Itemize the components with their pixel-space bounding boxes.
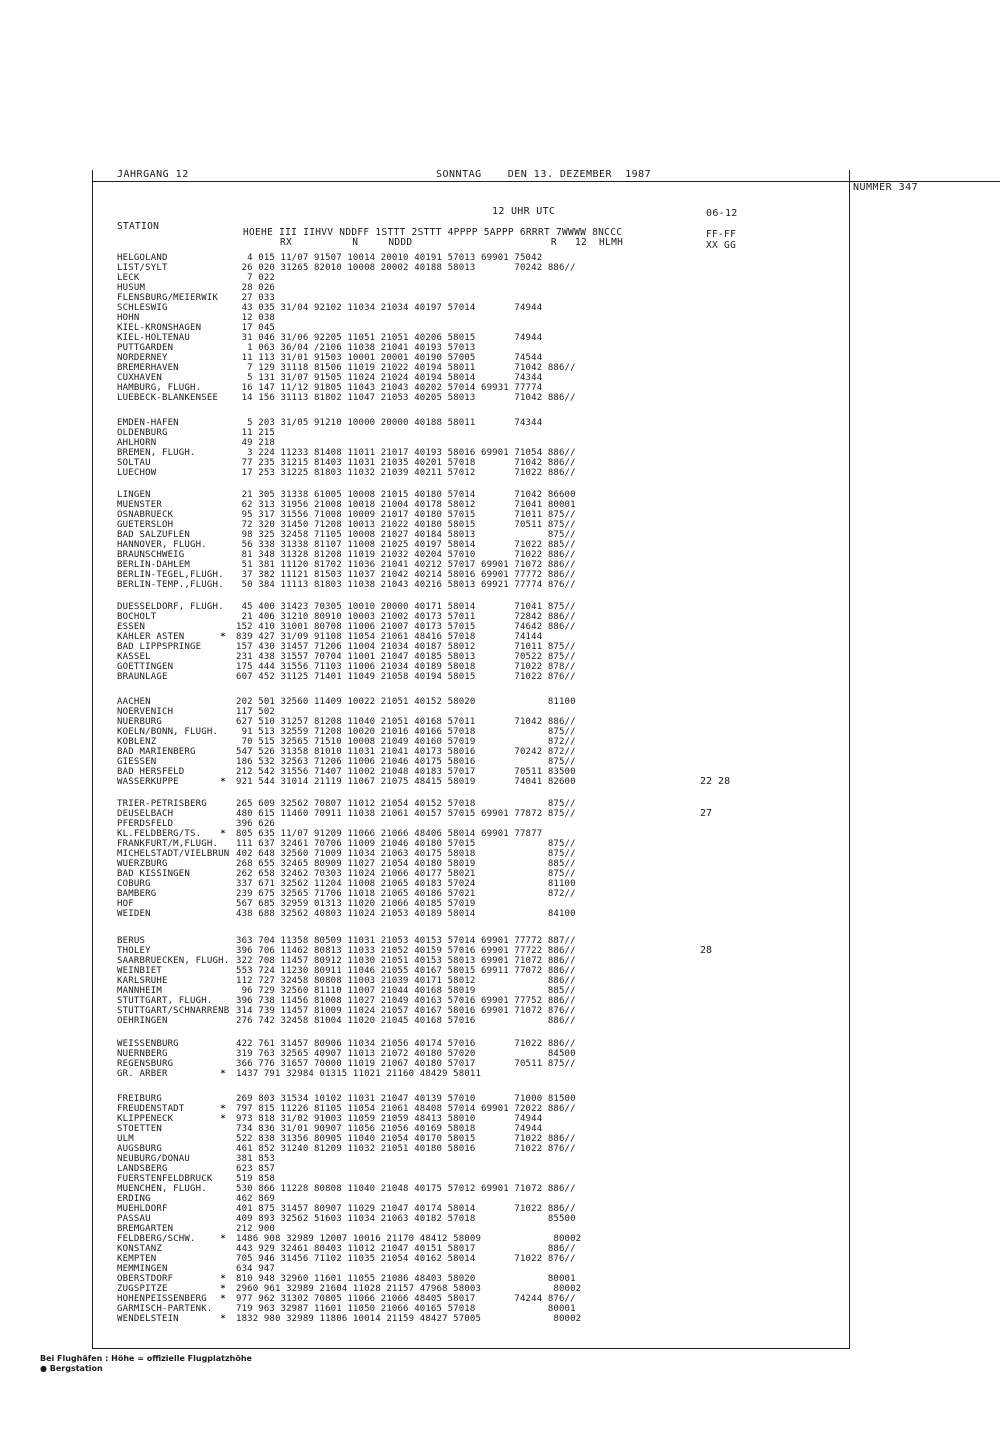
station-name: GR. ARBER <box>117 1069 168 1079</box>
station-name: MUENCHEN, FLUGH. <box>117 1184 207 1194</box>
synop-code: 231 438 31557 70704 11001 21047 40185 58013 70522 875// <box>236 652 576 662</box>
station-name: KOBLENZ <box>117 737 157 747</box>
station-name: HOF <box>117 899 134 909</box>
synop-code: 72 320 31450 71208 10013 21022 40180 58015 70511 875// <box>236 520 576 530</box>
synop-code: 734 836 31/01 90907 11056 21056 40169 58018 74944 <box>236 1124 543 1134</box>
synop-code: 314 739 11457 81009 11024 21057 40167 58016 69901 71072 876// <box>236 1006 576 1016</box>
mountain-station-marker: * <box>220 777 226 787</box>
synop-code: 212 900 <box>236 1224 275 1234</box>
station-name: FREIBURG <box>117 1094 162 1104</box>
station-name: DUESSELDORF, FLUGH. <box>117 602 224 612</box>
station-name: SAARBRUECKEN, FLUGH. <box>117 956 230 966</box>
synop-code: 269 803 31534 10102 11031 21047 40139 57010 71000 81500 <box>236 1094 576 1104</box>
station-name: HAMBURG, FLUGH. <box>117 383 202 393</box>
station-name: PUTTGARDEN <box>117 343 174 353</box>
station-column-header: STATION <box>117 221 160 232</box>
station-name: OSNABRUECK <box>117 510 174 520</box>
station-name: EMDEN-HAFEN <box>117 418 179 428</box>
mountain-station-marker: * <box>220 829 226 839</box>
synop-code: 973 818 31/02 91003 11059 21059 48413 58010 74944 <box>236 1114 543 1124</box>
synop-code: 4 015 11/07 91507 10014 20010 40191 57013 69901 75042 <box>236 253 543 263</box>
synop-code: 157 430 31457 71206 11004 21034 40187 58012 71011 875// <box>236 642 576 652</box>
station-name: KONSTANZ <box>117 1244 162 1254</box>
extra-gust-value: 22 28 <box>700 776 731 787</box>
station-name: OLDENBURG <box>117 428 168 438</box>
station-name: FUERSTENFELDBRUCK <box>117 1174 213 1184</box>
synop-code: 337 671 32562 11204 11008 21065 40183 57024 81100 <box>236 879 576 889</box>
station-name: LANDSBERG <box>117 1164 168 1174</box>
synop-code: 91 513 32559 71208 10020 21016 40166 57018 875// <box>236 727 576 737</box>
station-name: LECK <box>117 273 140 283</box>
mountain-station-marker: * <box>220 1314 226 1324</box>
mountain-station-marker: * <box>220 1114 226 1124</box>
station-name: THOLEY <box>117 946 151 956</box>
station-name: STOETTEN <box>117 1124 162 1134</box>
station-name: KASSEL <box>117 652 151 662</box>
synop-code: 1 063 36/04 /2106 11038 21041 40193 57013 <box>236 343 476 353</box>
station-name: BAD LIPPSPRINGE <box>117 642 202 652</box>
synop-code: 14 156 31113 81802 11047 21053 40205 58013 71042 886// <box>236 393 576 403</box>
station-name: FRANKFURT/M,FLUGH. <box>117 839 219 849</box>
station-name: KIEL-HOLTENAU <box>117 333 191 343</box>
synop-code: 3 224 11233 81408 11011 21017 40193 58016 69901 71054 886// <box>236 448 576 458</box>
station-name: GIESSEN <box>117 757 157 767</box>
jahrgang-label: JAHRGANG 12 <box>117 169 189 180</box>
synop-code: 265 609 32562 70807 11012 21054 40152 57018 875// <box>236 799 576 809</box>
station-name: OBERSTDORF <box>117 1274 174 1284</box>
synop-code: 461 852 31240 81209 11032 21051 40180 58016 71022 876// <box>236 1144 576 1154</box>
station-name: LINGEN <box>117 490 151 500</box>
synop-code: 70 515 32565 71510 10008 21049 40160 57019 872// <box>236 737 576 747</box>
station-name: HOHENPEISSENBERG <box>117 1294 207 1304</box>
station-name: BAD HERSFELD <box>117 767 185 777</box>
station-name: FREUDENSTADT <box>117 1104 185 1114</box>
synop-code: 7 129 31118 81506 11019 21022 40194 58011 71042 886// <box>236 363 576 373</box>
station-name: GARMISCH-PARTENK. <box>117 1304 213 1314</box>
synop-code: 186 532 32563 71206 11006 21046 40175 58016 875// <box>236 757 576 767</box>
station-name: MICHELSTADT/VIELBRUN <box>117 849 230 859</box>
synop-code: 62 313 31956 21008 10018 21004 40178 58012 71041 80001 <box>236 500 576 510</box>
station-name: MUENSTER <box>117 500 162 510</box>
footnote-mountain-station: ● Bergstation <box>40 1364 103 1373</box>
synop-code: 438 688 32562 40803 11024 21053 40189 58014 84100 <box>236 909 576 919</box>
station-name: SCHLESWIG <box>117 303 168 313</box>
station-name: LIST/SYLT <box>117 263 168 273</box>
synop-code: 363 704 11358 80509 11031 21053 40153 57014 69901 77772 887// <box>236 936 576 946</box>
synop-code: 98 325 32458 71105 10008 21027 40184 58013 875// <box>236 530 576 540</box>
synop-code: 480 615 11460 70911 11038 21061 40157 57015 69901 77872 875// <box>236 809 576 819</box>
station-name: ESSEN <box>117 622 146 632</box>
synop-code: 719 963 32987 11601 11050 21066 40165 57018 80001 <box>236 1304 576 1314</box>
station-name: ZUGSPITZE <box>117 1284 168 1294</box>
station-name: GUETERSLOH <box>117 520 174 530</box>
station-name: LUEBECK-BLANKENSEE <box>117 393 219 403</box>
extra-gust-value: 27 <box>700 808 713 819</box>
synop-code: 396 706 11462 80813 11033 21052 40159 57016 69901 77722 886// <box>236 946 576 956</box>
synop-code: 7 022 <box>236 273 275 283</box>
station-name: KAHLER ASTEN <box>117 632 185 642</box>
synop-code: 11 113 31/01 91503 10001 20001 40190 57005 74544 <box>236 353 543 363</box>
synop-code: 175 444 31556 71103 11006 21034 40189 58018 71022 878// <box>236 662 576 672</box>
synop-code: 519 858 <box>236 1174 275 1184</box>
synop-code: 2960 961 32989 21604 11028 21157 47968 58003 80002 <box>236 1284 582 1294</box>
station-name: NUERNBERG <box>117 1049 168 1059</box>
station-name: BOCHOLT <box>117 612 157 622</box>
station-name: KEMPTEN <box>117 1254 157 1264</box>
observation-time: 12 UHR UTC <box>492 206 556 217</box>
station-name: AHLHORN <box>117 438 157 448</box>
synop-code: 212 542 31556 71407 11002 21048 40183 57017 70511 83500 <box>236 767 576 777</box>
synop-code: 28 026 <box>236 283 275 293</box>
synop-code: 262 658 32462 70303 11024 21066 40177 58021 875// <box>236 869 576 879</box>
synop-code: 705 946 31456 71102 11035 21054 40162 58014 71022 876// <box>236 1254 576 1264</box>
station-name: BREMGARTEN <box>117 1224 174 1234</box>
mountain-station-marker: * <box>220 1284 226 1294</box>
extra-period: 06-12 <box>706 208 738 219</box>
station-name: KIEL-KRONSHAGEN <box>117 323 202 333</box>
station-name: MUEHLDORF <box>117 1204 168 1214</box>
station-name: GOETTINGEN <box>117 662 174 672</box>
station-name: MANNHEIM <box>117 986 162 996</box>
synop-code: 634 947 <box>236 1264 275 1274</box>
mountain-station-marker: * <box>220 1234 226 1244</box>
station-name: TRIER-PETRISBERG <box>117 799 207 809</box>
code-column-subheader: RX N NDDD R 12 HLMH <box>280 237 624 248</box>
station-name: WASSERKUPPE <box>117 777 179 787</box>
synop-code: 21 406 31210 80910 10003 21002 40173 57011 72842 886// <box>236 612 576 622</box>
station-name: WEIDEN <box>117 909 151 919</box>
synop-code: 921 544 31014 21119 11067 21075 48415 58019 74041 82600 <box>236 777 576 787</box>
synop-code: 443 929 32461 80403 11012 21047 40151 58017 886// <box>236 1244 576 1254</box>
synop-code: 152 410 31001 80708 11006 21007 40173 57015 74642 886// <box>236 622 576 632</box>
synop-code: 81 348 31328 81208 11019 21032 40204 57010 71022 886// <box>236 550 576 560</box>
synop-code: 977 962 31302 70805 11066 21066 48405 58017 74244 876// <box>236 1294 576 1304</box>
synop-code: 623 857 <box>236 1164 275 1174</box>
synop-code: 5 131 31/07 91505 11024 21024 40194 58014 74344 <box>236 373 543 383</box>
station-name: BREMEN, FLUGH. <box>117 448 196 458</box>
synop-code: 805 635 11/07 91209 11066 21066 48406 58014 69901 77877 <box>236 829 543 839</box>
synop-code: 402 648 32560 71009 11034 21063 40175 58018 875// <box>236 849 576 859</box>
station-name: ULM <box>117 1134 134 1144</box>
station-name: SOLTAU <box>117 458 151 468</box>
issue-number: NUMMER 347 <box>853 182 919 193</box>
synop-code: 366 776 31657 70000 11019 21067 40180 57017 70511 875// <box>236 1059 576 1069</box>
footnote-airports: Bei Flughäfen : Höhe = offizielle Flugplatzhöhe <box>40 1354 252 1363</box>
station-name: PASSAU <box>117 1214 151 1224</box>
station-name: LUECHOW <box>117 468 157 478</box>
station-name: FLENSBURG/MEIERWIK <box>117 293 219 303</box>
synop-code: 77 235 31215 81403 11031 21035 40201 57018 71042 886// <box>236 458 576 468</box>
extra-gust-value: 28 <box>700 945 713 956</box>
synop-code: 396 738 11456 81008 11027 21049 40163 57016 69901 77752 886// <box>236 996 576 1006</box>
synop-code: 268 655 32465 80909 11027 21054 40180 58019 885// <box>236 859 576 869</box>
station-name: BREMERHAVEN <box>117 363 179 373</box>
synop-code: 16 147 11/12 91805 11043 21043 40202 57014 69931 77774 <box>236 383 543 393</box>
synop-code: 1832 980 32989 11806 10014 21159 48427 57005 80002 <box>236 1314 582 1324</box>
station-name: NOERVENICH <box>117 707 174 717</box>
station-name: BERLIN-TEMP.,FLUGH. <box>117 580 224 590</box>
station-name: HOHN <box>117 313 140 323</box>
station-name: AACHEN <box>117 697 151 707</box>
station-name: KL.FELDBERG/TS. <box>117 829 202 839</box>
station-name: DEUSELBACH <box>117 809 174 819</box>
station-name: STUTTGART, FLUGH. <box>117 996 213 1006</box>
station-name: BAD SALZUFLEN <box>117 530 191 540</box>
synop-code: 45 400 31423 70305 10010 20000 40171 58014 71041 875// <box>236 602 576 612</box>
station-name: BAMBERG <box>117 889 157 899</box>
station-name: ERDING <box>117 1194 151 1204</box>
synop-code: 26 020 31265 82010 10008 20002 40188 58013 70242 886// <box>236 263 576 273</box>
mountain-station-marker: * <box>220 1274 226 1284</box>
station-name: REGENSBURG <box>117 1059 174 1069</box>
station-name: NORDERNEY <box>117 353 168 363</box>
synop-code: 409 893 32562 51603 11034 21063 40182 57018 85500 <box>236 1214 576 1224</box>
station-name: BERLIN-TEGEL,FLUGH. <box>117 570 224 580</box>
synop-code: 396 626 <box>236 819 275 829</box>
synop-code: 553 724 11230 80911 11046 21055 40167 58015 69911 77072 886// <box>236 966 576 976</box>
mountain-station-marker: * <box>220 632 226 642</box>
mountain-station-marker: * <box>220 1069 226 1079</box>
station-name: WEISSENBURG <box>117 1039 179 1049</box>
station-name: MEMMINGEN <box>117 1264 168 1274</box>
synop-code: 11 215 <box>236 428 275 438</box>
station-name: KARLSRUHE <box>117 976 168 986</box>
station-name: COBURG <box>117 879 151 889</box>
synop-code: 111 637 32461 70706 11009 21046 40180 57015 875// <box>236 839 576 849</box>
synop-code: 627 510 31257 81208 11040 21051 40168 57011 71042 886// <box>236 717 576 727</box>
synop-code: 839 427 31/09 91108 11054 21061 48416 57018 74144 <box>236 632 543 642</box>
date-label: SONNTAG DEN 13. DEZEMBER 1987 <box>436 169 652 180</box>
synop-code: 1486 908 32989 12007 10016 21170 48412 58009 80002 <box>236 1234 582 1244</box>
synop-code: 401 875 31457 80907 11029 21047 40174 58014 71022 886// <box>236 1204 576 1214</box>
synop-code: 422 761 31457 80906 11034 21056 40174 57016 71022 886// <box>236 1039 576 1049</box>
synop-code: 276 742 32458 81004 11020 21045 40168 57016 886// <box>236 1016 576 1026</box>
station-name: NEUBURG/DONAU <box>117 1154 191 1164</box>
synop-code: 50 384 11113 81803 11038 21043 40216 58013 69921 77774 876// <box>236 580 576 590</box>
station-name: PFERDSFELD <box>117 819 174 829</box>
synop-code: 462 869 <box>236 1194 275 1204</box>
extra-column-subheader: XX GG <box>706 240 737 251</box>
synop-code: 37 382 11121 81503 11037 21042 40214 58016 69901 77772 886// <box>236 570 576 580</box>
station-name: FELDBERG/SCHW. <box>117 1234 196 1244</box>
station-name: WUERZBURG <box>117 859 168 869</box>
synop-code: 17 253 31225 81803 11032 21039 40211 57012 71022 886// <box>236 468 576 478</box>
synop-code: 27 033 <box>236 293 275 303</box>
station-name: WENDELSTEIN <box>117 1314 179 1324</box>
synop-code: 530 866 11228 80808 11040 21048 40175 57012 69901 71072 886// <box>236 1184 576 1194</box>
station-name: BRAUNSCHWEIG <box>117 550 185 560</box>
synop-code: 96 729 32560 81110 11007 21044 40168 58019 885// <box>236 986 576 996</box>
synop-code: 522 838 31356 80905 11040 21054 40170 58015 71022 886// <box>236 1134 576 1144</box>
synop-code: 117 502 <box>236 707 275 717</box>
station-name: BAD MARIENBERG <box>117 747 196 757</box>
station-name: HUSUM <box>117 283 146 293</box>
synop-code: 21 305 31338 61005 10008 21015 40180 57014 71042 86600 <box>236 490 576 500</box>
station-name: BAD KISSINGEN <box>117 869 191 879</box>
mountain-station-marker: * <box>220 1294 226 1304</box>
station-name: OEHRINGEN <box>117 1016 168 1026</box>
station-name: HELGOLAND <box>117 253 168 263</box>
synop-code: 12 038 <box>236 313 275 323</box>
synop-code: 319 763 32565 40907 11013 21072 40180 57020 84500 <box>236 1049 576 1059</box>
synop-code: 95 317 31556 71008 10009 21017 40180 57015 71011 875// <box>236 510 576 520</box>
synop-code: 1437 791 32984 01315 11021 21160 48429 58011 <box>236 1069 482 1079</box>
synop-code: 56 338 31338 81107 11008 21025 40197 58014 71022 885// <box>236 540 576 550</box>
synop-code: 17 045 <box>236 323 275 333</box>
station-name: CUXHAVEN <box>117 373 162 383</box>
extra-column-header: FF-FF <box>706 229 737 240</box>
station-name: BERLIN-DAHLEM <box>117 560 191 570</box>
station-name: STUTTGART/SCHNARRENB <box>117 1006 230 1016</box>
synop-code: 43 035 31/04 92102 11034 21034 40197 57014 74944 <box>236 303 543 313</box>
synop-code: 381 853 <box>236 1154 275 1164</box>
synop-code: 112 727 32458 80808 11003 21039 40171 58012 886// <box>236 976 576 986</box>
synop-code: 567 685 32959 01313 11020 21066 40185 57019 <box>236 899 476 909</box>
station-name: AUGSBURG <box>117 1144 162 1154</box>
station-name: WEINBIET <box>117 966 162 976</box>
synop-code: 607 452 31125 71401 11049 21058 40194 58015 71022 876// <box>236 672 576 682</box>
synop-code: 322 708 11457 80912 11030 21051 40153 58013 69901 71072 886// <box>236 956 576 966</box>
mountain-station-marker: * <box>220 1104 226 1114</box>
synop-code: 31 046 31/06 92205 11051 21051 40206 58015 74944 <box>236 333 543 343</box>
synop-code: 49 218 <box>236 438 275 448</box>
synop-code: 51 381 11120 81702 11036 21041 40212 57017 69901 71072 886// <box>236 560 576 570</box>
station-name: BERUS <box>117 936 146 946</box>
station-name: HANNOVER, FLUGH. <box>117 540 207 550</box>
station-name: KLIPPENECK <box>117 1114 174 1124</box>
synop-code: 547 526 31358 81010 11031 21041 40173 58016 70242 872// <box>236 747 576 757</box>
station-name: BRAUNLAGE <box>117 672 168 682</box>
synop-code: 202 501 32560 11409 10022 21051 40152 58020 81100 <box>236 697 576 707</box>
synop-code: 797 815 11226 81105 11054 21061 48408 57014 69901 72022 886// <box>236 1104 576 1114</box>
station-name: NUERBURG <box>117 717 162 727</box>
synop-code: 239 675 32565 71706 11018 21065 40186 57021 872// <box>236 889 576 899</box>
synop-code: 810 948 32960 11601 11055 21086 48403 58020 80001 <box>236 1274 576 1284</box>
station-name: KOELN/BONN, FLUGH. <box>117 727 219 737</box>
synop-code: 5 203 31/05 91210 10000 20000 40188 58011 74344 <box>236 418 543 428</box>
code-column-header: HOEHE III IIHVV NDDFF 1STTT 2STTT 4PPPP 5APPP 6RRRT 7WWWW 8NCCC <box>243 227 623 238</box>
